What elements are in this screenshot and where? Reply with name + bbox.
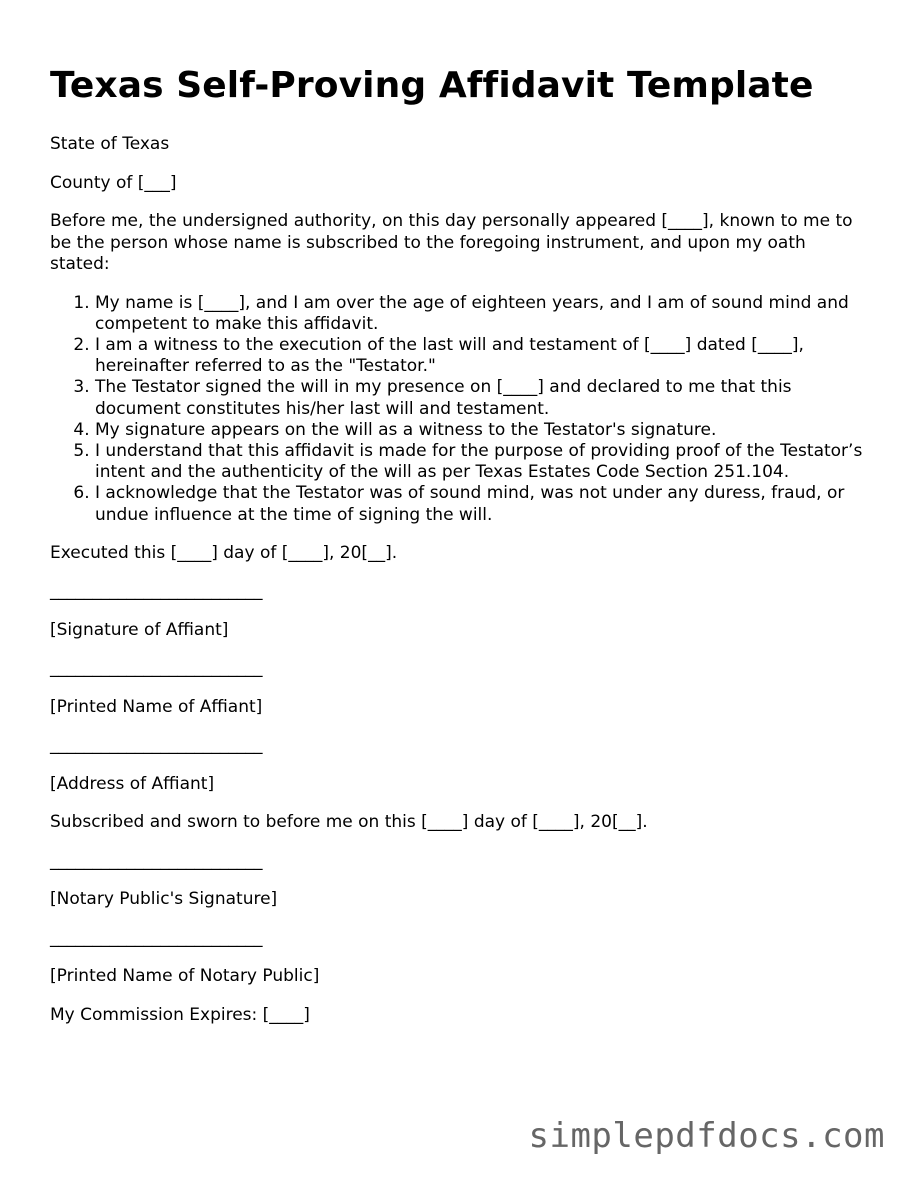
state-line: State of Texas xyxy=(50,134,170,154)
affiant-signature-label: [Signature of Affiant] xyxy=(50,619,229,640)
subscribed-line: Subscribed and sworn to before me on this [____] day of [____], 20[__]. xyxy=(50,812,648,833)
statement-item: 4. My signature appears on the will as a witness to the Testator's signature. xyxy=(95,420,870,441)
affiant-printed-name-line: _________________________ xyxy=(50,658,263,679)
intro-paragraph: Before me, the undersigned authority, on this day personally appeared [____], known to me to be the person whose name is subscribed to the foregoing instrument, and upon my oath stated: xyxy=(50,211,853,274)
affiant-signature-line: _________________________ xyxy=(50,581,263,602)
statement-item: 6. I acknowledge that the Testator was of sound mind, was not under any duress, fraud, or undue influence at the time of signing the will. xyxy=(95,483,870,525)
notary-signature-line: _________________________ xyxy=(50,850,263,871)
statement-item: 5. I understand that this affidavit is made for the purpose of providing proof of the Testator’s intent and the authenticity of the will as per Texas Estates Code Section 251.104. xyxy=(95,441,870,483)
statements-list xyxy=(50,293,870,526)
statement-item: 2. I am a witness to the execution of the last will and testament of [____] dated [____], hereinafter referred to as the "Testator." xyxy=(95,335,870,377)
document-title: Texas Self-Proving Affidavit Template xyxy=(50,65,814,106)
affiant-address-line: _________________________ xyxy=(50,735,263,756)
county-line: County of [___] xyxy=(50,172,177,193)
watermark: simplepdfdocs.com xyxy=(528,1116,885,1156)
commission-line: My Commission Expires: [____] xyxy=(50,1004,310,1025)
notary-printed-name-line: _________________________ xyxy=(50,927,263,948)
statement-item: 3. The Testator signed the will in my presence on [____] and declared to me that this document constitutes his/her last will and testament. xyxy=(95,377,870,419)
statement-item: 1. My name is [____], and I am over the age of eighteen years, and I am of sound mind and competent to make this affidavit. xyxy=(95,293,870,335)
notary-signature-label: [Notary Public's Signature] xyxy=(50,889,278,910)
executed-line: Executed this [____] day of [____], 20[__]. xyxy=(50,542,398,563)
affiant-address-label: [Address of Affiant] xyxy=(50,773,215,794)
document-page xyxy=(50,62,870,1043)
affiant-printed-name-label: [Printed Name of Affiant] xyxy=(50,696,263,717)
notary-printed-name-label: [Printed Name of Notary Public] xyxy=(50,966,320,987)
